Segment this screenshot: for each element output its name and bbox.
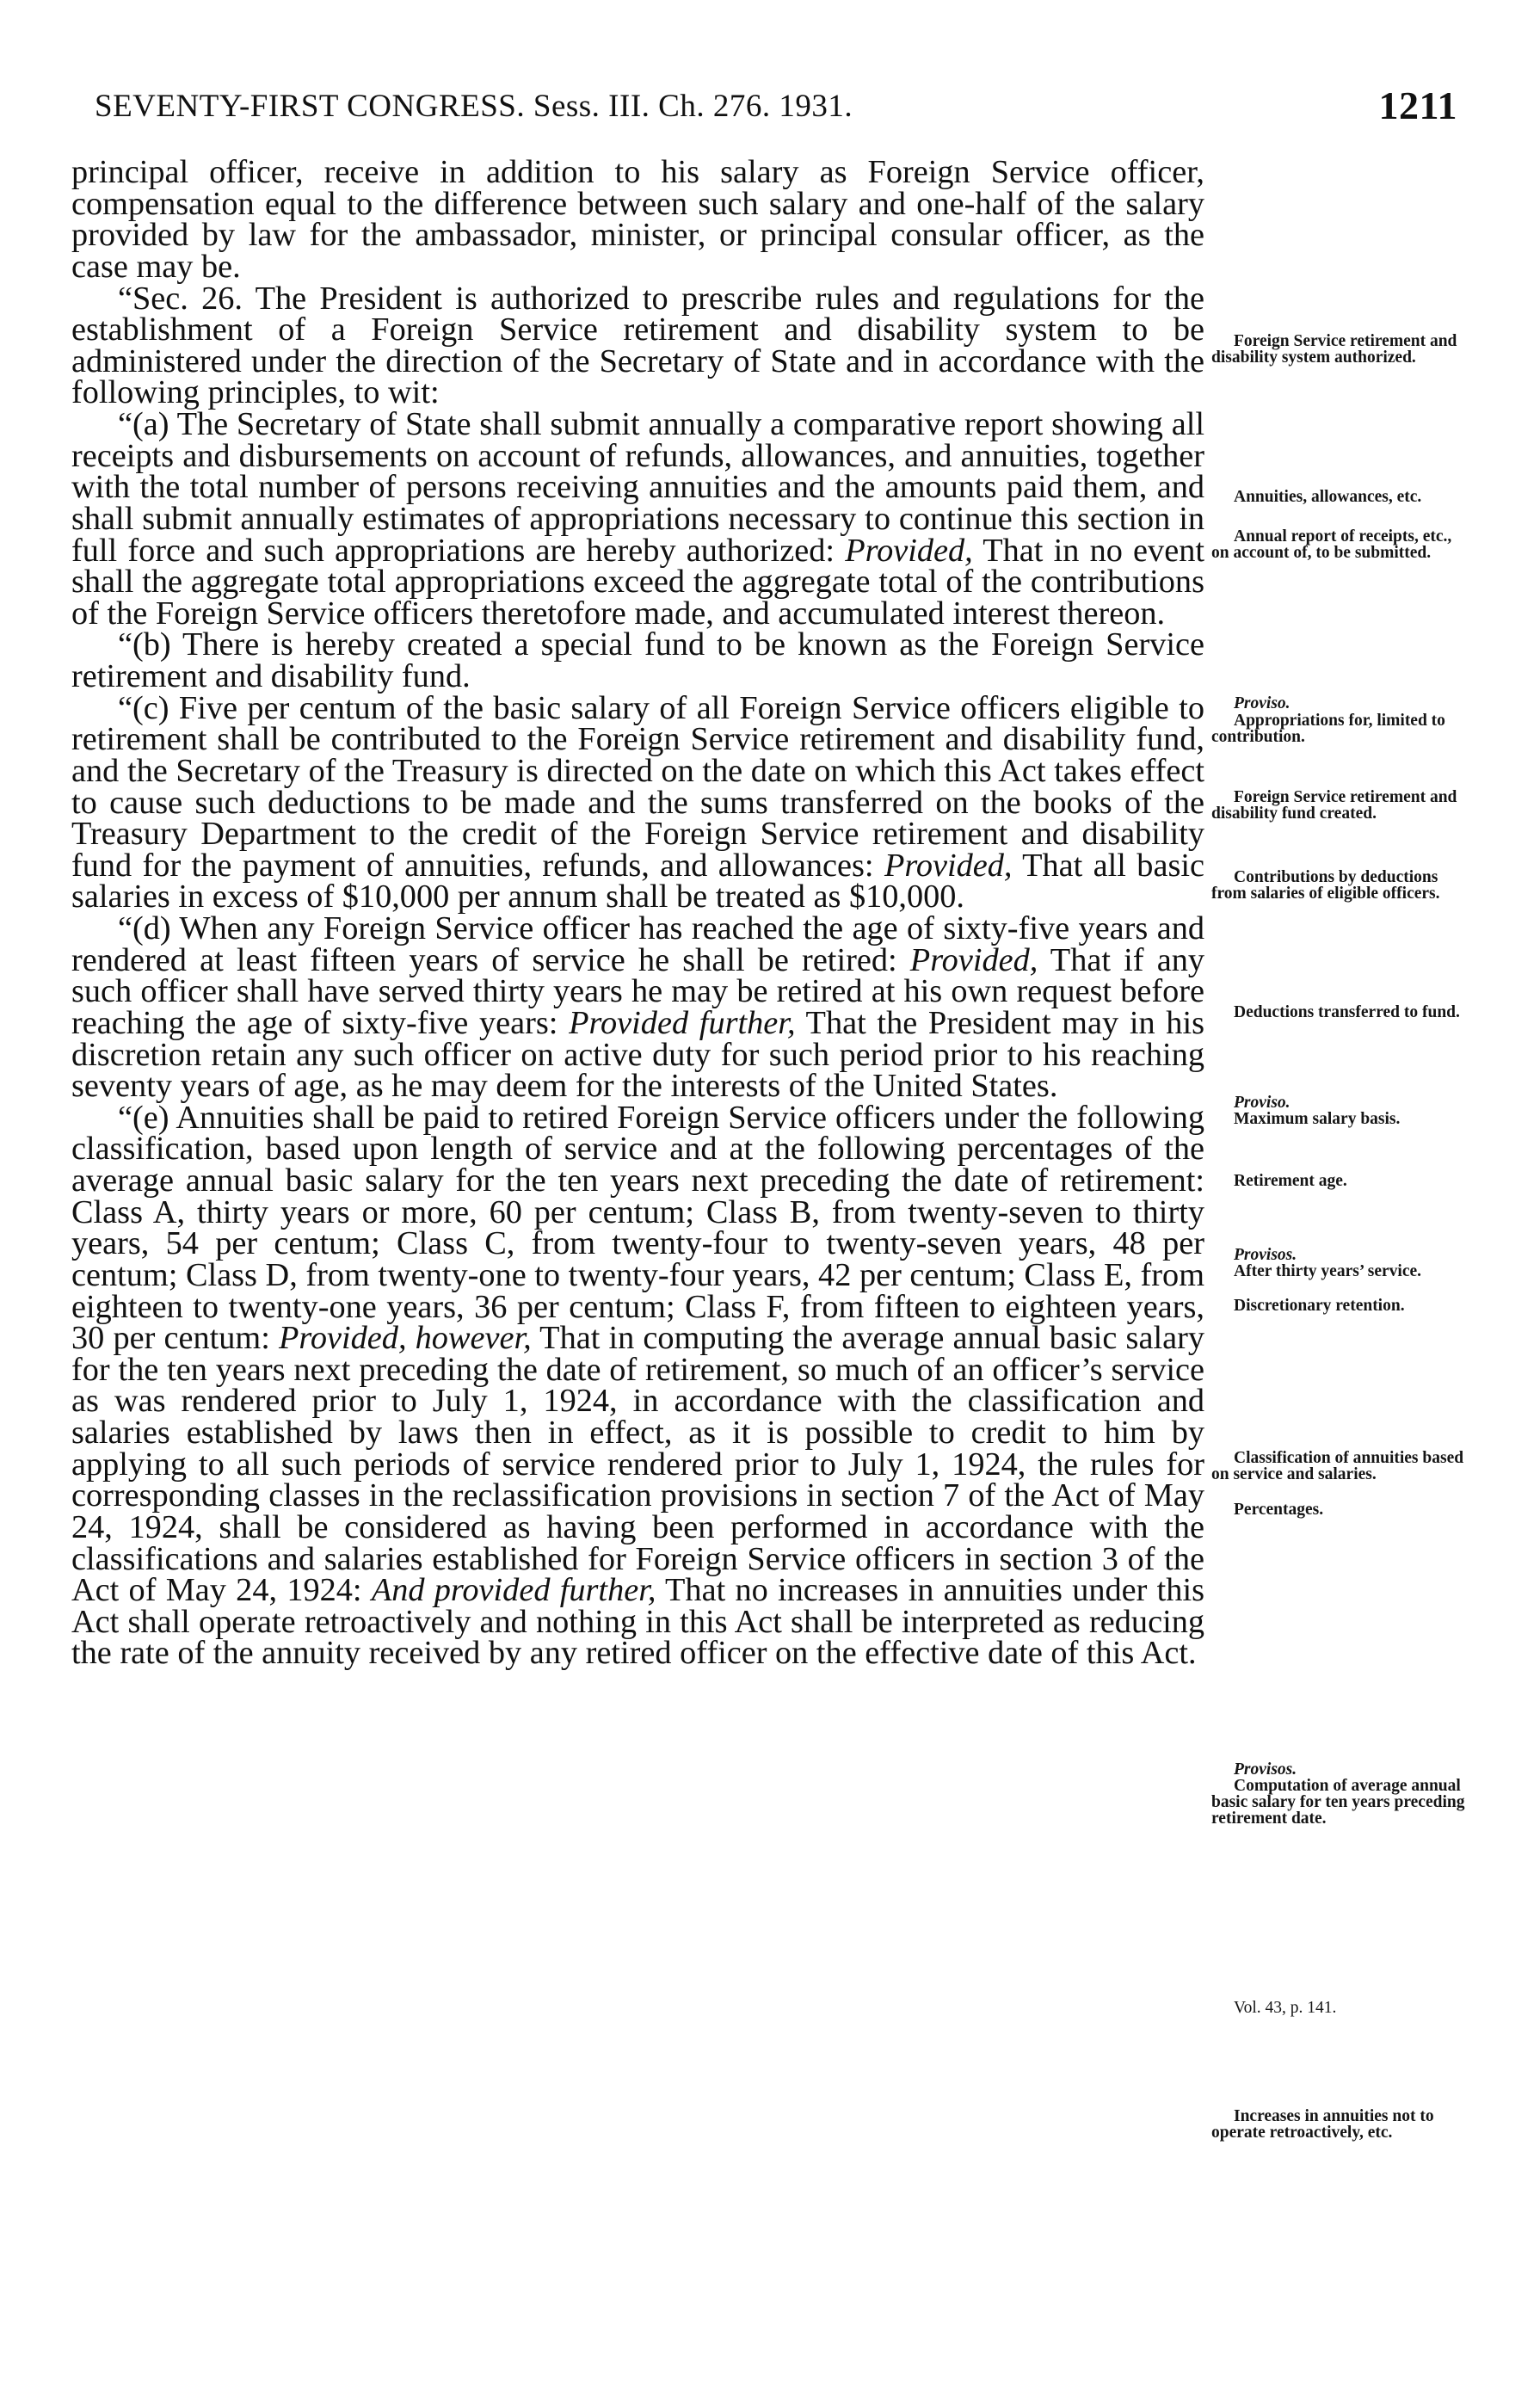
paragraph-sec-26: [71, 280, 1204, 411]
margin-notes: [1211, 0, 1469, 2386]
note-deductions-transferred: Deductions transferred to fund.: [1234, 1003, 1460, 1021]
proviso-text: Provided further,: [569, 1004, 796, 1041]
text-segment: “(b) There is hereby created a special fund to be known as the Foreign Service retirement and disability fund.: [71, 626, 1204, 694]
text-segment: principal officer, receive in addition to his salary as Foreign Service officer, compensation equal to the difference between such salary and one-half of the salary provided by law for the ambassador, minister, or principal consular officer, as the case may be.: [71, 154, 1204, 285]
note-appropriations-limited: Appropriations for, limited to contribution.: [1211, 712, 1445, 746]
note-proviso: Proviso.: [1234, 694, 1291, 712]
note-after-thirty-years: After thirty years’ service.: [1234, 1262, 1422, 1280]
text-segment: That in no event shall the aggregate total appropriations exceed the aggregate total of the contributions of the Foreign Service officers theretofore made, and accumulated interest thereon.: [71, 532, 1204, 632]
text-segment: “(c) Five per centum of the basic salary of all Foreign Service officers eligible to retirement shall be contributed to the Foreign Service retirement and disability fund, and the Secretary of the Treasury is directed on the date on which this Act takes effect to cause such deductions to be made and the sums transferred on the books of the Treasury Department to the credit of the Foreign Service retirement and disability fund for the payment of annuities, refunds, and allowances:: [71, 689, 1204, 884]
text-segment: That all basic salaries in excess of $10,000 per annum shall be treated as $10,000.: [71, 847, 1204, 916]
paragraph-a: [71, 406, 1204, 632]
text-segment: That no increases in annuities under this Act shall operate retroactively and nothing in this Act shall be interpreted as reducing the rate of the annuity received by any retired officer on the effective date of this Act.: [71, 1572, 1204, 1672]
paragraph-e: [71, 1099, 1204, 1672]
paragraph-d: [71, 910, 1205, 1105]
proviso-text: Provided,: [884, 847, 1013, 884]
note-annuities-allowances: Annuities, allowances, etc.: [1234, 488, 1422, 506]
note-percentages: Percentages.: [1234, 1501, 1324, 1519]
text-segment: That in computing the average annual basic salary for the ten years next preceding the date of retirement, so much of an officer’s service as was rendered prior to July 1, 1924, in accordance with the classification and salaries established by laws then in effect, as it is possible to credit to him by applying to all such periods of service rendered prior to July 1, 1924, the rules for corresponding classes in the reclassification provisions in section 7 of the Act of May 24, 1924, shall be considered as having been performed in accordance with the classifications and salaries established for Foreign Service officers in section 3 of the Act of May 24, 1924:: [71, 1320, 1204, 1609]
note-volume-reference: Vol. 43, p. 141.: [1234, 1999, 1337, 2017]
proviso-text: Provided, however,: [278, 1320, 532, 1357]
running-head: SEVENTY-FIRST CONGRESS. Sess. III. Ch. 276. 1931.: [95, 89, 853, 124]
text-segment: That the President may in his discretion retain any such officer on active duty for such period prior to his reaching seventy years of age, as he may deem for the interests of the United States.: [71, 1004, 1205, 1105]
paragraph-b: [71, 626, 1204, 694]
text-segment: That if any such officer shall have served thirty years he may be retired at his own request before reaching the age of sixty-five years:: [71, 941, 1204, 1041]
note-retirement-system: Foreign Service retirement and disability system authorized.: [1211, 332, 1457, 367]
text-segment: “(a) The Secretary of State shall submit annually a comparative report showing all receipts and disbursements on account of refunds, allowances, and annuities, together with the total number of persons receiving annuities and the amounts paid them, and shall submit annually estimates of appropriations necessary to continue this section in full force and such appropriations are hereby authorized:: [71, 406, 1204, 569]
note-provisos: Provisos.: [1234, 1760, 1297, 1779]
page-number: 1211: [1378, 83, 1457, 127]
note-increases-retroactive: Increases in annuities not to operate retroactively, etc.: [1211, 2107, 1434, 2142]
proviso-text: Provided,: [845, 532, 973, 569]
proviso-text: Provided,: [909, 941, 1038, 978]
note-provisos: Provisos.: [1234, 1246, 1297, 1264]
note-annual-report: Annual report of receipts, etc., on account of, to be submitted.: [1211, 527, 1452, 562]
note-maximum-salary: Maximum salary basis.: [1234, 1110, 1401, 1128]
paragraph-continuation: [71, 154, 1204, 285]
note-fund-created: Foreign Service retirement and disability fund created.: [1211, 788, 1457, 823]
main-text: [71, 154, 1205, 1672]
text-segment: “(d) When any Foreign Service officer has reached the age of sixty-five years and rendered at least fifteen years of service he shall be retired:: [71, 910, 1204, 978]
note-computation: Computation of average annual basic salary for ten years preceding retirement date.: [1211, 1777, 1465, 1828]
text-segment: “Sec. 26. The President is authorized to prescribe rules and regulations for the establishment of a Foreign Service retirement and disability system to be administered under the direction of the Secretary of State and in accordance with the following principles, to wit:: [71, 280, 1204, 411]
text-segment: “(e) Annuities shall be paid to retired Foreign Service officers under the following classification, based upon length of service and at the following percentages of the average annual basic salary for the ten years next preceding the date of retirement: Class A, thirty years or more, 60 per centum; Class B, from twenty-seven to thirty years, 54 per centum; Class C, from twenty-four to twenty-seven years, 48 per centum; Class D, from twenty-one to twenty-four years, 42 per centum; Class E, from eighteen to twenty-one years, 36 per centum; Class F, from fifteen to eighteen years, 30 per centum:: [71, 1099, 1204, 1357]
paragraph-c: [71, 689, 1204, 916]
proviso-text: And provided further,: [371, 1572, 656, 1609]
note-classification: Classification of annuities based on service and salaries.: [1211, 1449, 1464, 1483]
note-contributions: Contributions by deductions from salaries of eligible officers.: [1211, 868, 1440, 903]
note-proviso: Proviso.: [1234, 1094, 1291, 1112]
note-discretionary-retention: Discretionary retention.: [1234, 1297, 1405, 1315]
note-retirement-age: Retirement age.: [1234, 1172, 1347, 1190]
